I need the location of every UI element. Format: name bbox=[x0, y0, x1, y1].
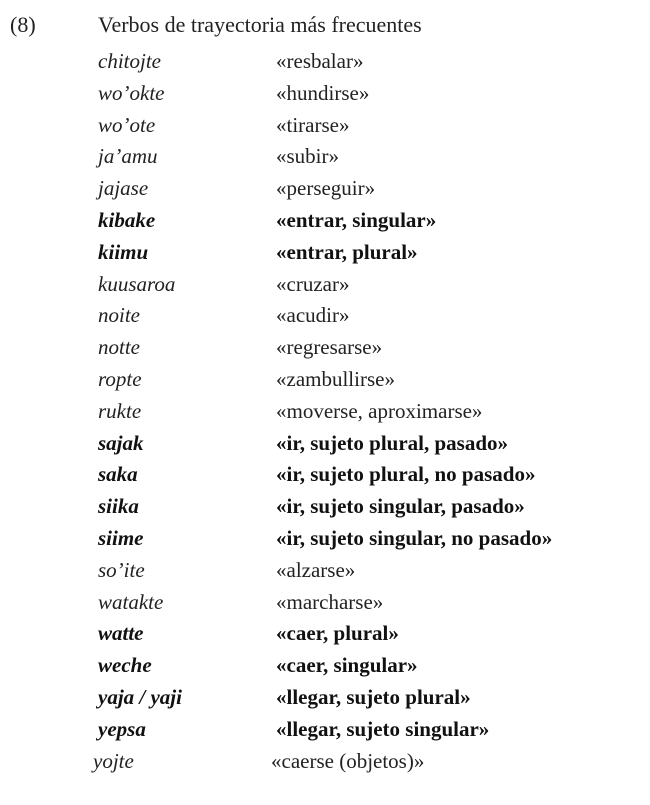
verb-form: siika bbox=[98, 494, 139, 519]
verb-form: ropte bbox=[98, 366, 142, 391]
verb-form: weche bbox=[98, 653, 152, 678]
verb-entry bbox=[98, 78, 643, 110]
verb-form: siime bbox=[98, 525, 144, 550]
verb-form: chitojte bbox=[98, 49, 161, 73]
verb-form: ja’amu bbox=[98, 144, 158, 169]
verb-gloss: «moverse, aproximarse» bbox=[276, 398, 483, 423]
verb-entry bbox=[98, 141, 643, 173]
verb-form: watakte bbox=[98, 589, 164, 614]
verb-entry bbox=[98, 682, 643, 714]
verb-form: yojte bbox=[93, 748, 134, 773]
verb-gloss: «llegar, sujeto plural» bbox=[276, 684, 471, 709]
verb-form: kiimu bbox=[98, 239, 149, 264]
verb-entry bbox=[98, 459, 643, 491]
verb-entry bbox=[98, 205, 643, 237]
verb-entry bbox=[98, 173, 643, 205]
verb-gloss: «caer, singular» bbox=[276, 653, 418, 678]
verb-gloss: «resbalar» bbox=[276, 49, 364, 73]
verb-gloss: «caerse (objetos)» bbox=[271, 748, 425, 773]
verb-entry bbox=[98, 714, 643, 746]
verb-form: watte bbox=[98, 621, 144, 646]
verb-entry bbox=[98, 523, 643, 555]
verb-gloss: «marcharse» bbox=[276, 589, 384, 614]
verb-entry bbox=[98, 46, 643, 78]
verb-form: sajak bbox=[98, 430, 144, 455]
verb-gloss: «acudir» bbox=[276, 303, 350, 328]
verb-gloss: «perseguir» bbox=[276, 176, 376, 201]
verb-entry bbox=[98, 396, 643, 428]
verb-form: so’ite bbox=[98, 557, 145, 582]
verb-list bbox=[93, 46, 643, 777]
verb-gloss: «caer, plural» bbox=[276, 621, 399, 646]
verb-entry bbox=[98, 587, 643, 619]
verb-entry bbox=[98, 650, 643, 682]
verb-entry bbox=[98, 618, 643, 650]
verb-gloss: «subir» bbox=[276, 144, 339, 169]
verb-form: rukte bbox=[98, 398, 142, 423]
verb-form: notte bbox=[98, 335, 140, 360]
verb-gloss: «tirarse» bbox=[276, 112, 350, 137]
verb-gloss: «ir, sujeto plural, pasado» bbox=[276, 430, 509, 455]
verb-entry bbox=[98, 300, 643, 332]
example-number: (8) bbox=[10, 12, 36, 37]
verb-form: kuusaroa bbox=[98, 271, 176, 296]
verb-form: noite bbox=[98, 303, 140, 328]
example-title: Verbos de trayectoria más frecuentes bbox=[98, 12, 422, 37]
verb-gloss: «zambullirse» bbox=[276, 366, 395, 391]
verb-entry bbox=[98, 237, 643, 269]
verb-gloss: «regresarse» bbox=[276, 335, 383, 360]
verb-gloss: «llegar, sujeto singular» bbox=[276, 716, 490, 741]
verb-entry bbox=[93, 746, 643, 778]
verb-entry bbox=[98, 428, 643, 460]
verb-form: yepsa bbox=[98, 716, 146, 741]
verb-form: jajase bbox=[98, 176, 149, 201]
verb-entry bbox=[98, 364, 643, 396]
verb-entry bbox=[98, 332, 643, 364]
verb-gloss: «ir, sujeto singular, no pasado» bbox=[276, 525, 553, 550]
verb-entry bbox=[98, 110, 643, 142]
verb-entry bbox=[98, 269, 643, 301]
verb-gloss: «ir, sujeto plural, no pasado» bbox=[276, 462, 536, 487]
verb-gloss: «entrar, singular» bbox=[276, 207, 437, 232]
verb-form: wo’ote bbox=[98, 112, 156, 137]
verb-form: kibake bbox=[98, 207, 156, 232]
verb-form: wo’okte bbox=[98, 80, 165, 105]
verb-form: yaja / yaji bbox=[98, 684, 182, 709]
verb-entry bbox=[98, 555, 643, 587]
verb-entry bbox=[98, 491, 643, 523]
verb-gloss: «entrar, plural» bbox=[276, 239, 418, 264]
verb-gloss: «cruzar» bbox=[276, 271, 350, 296]
verb-gloss: «alzarse» bbox=[276, 557, 356, 582]
verb-gloss: «ir, sujeto singular, pasado» bbox=[276, 494, 525, 519]
verb-gloss: «hundirse» bbox=[276, 80, 370, 105]
verb-form: saka bbox=[98, 462, 138, 487]
